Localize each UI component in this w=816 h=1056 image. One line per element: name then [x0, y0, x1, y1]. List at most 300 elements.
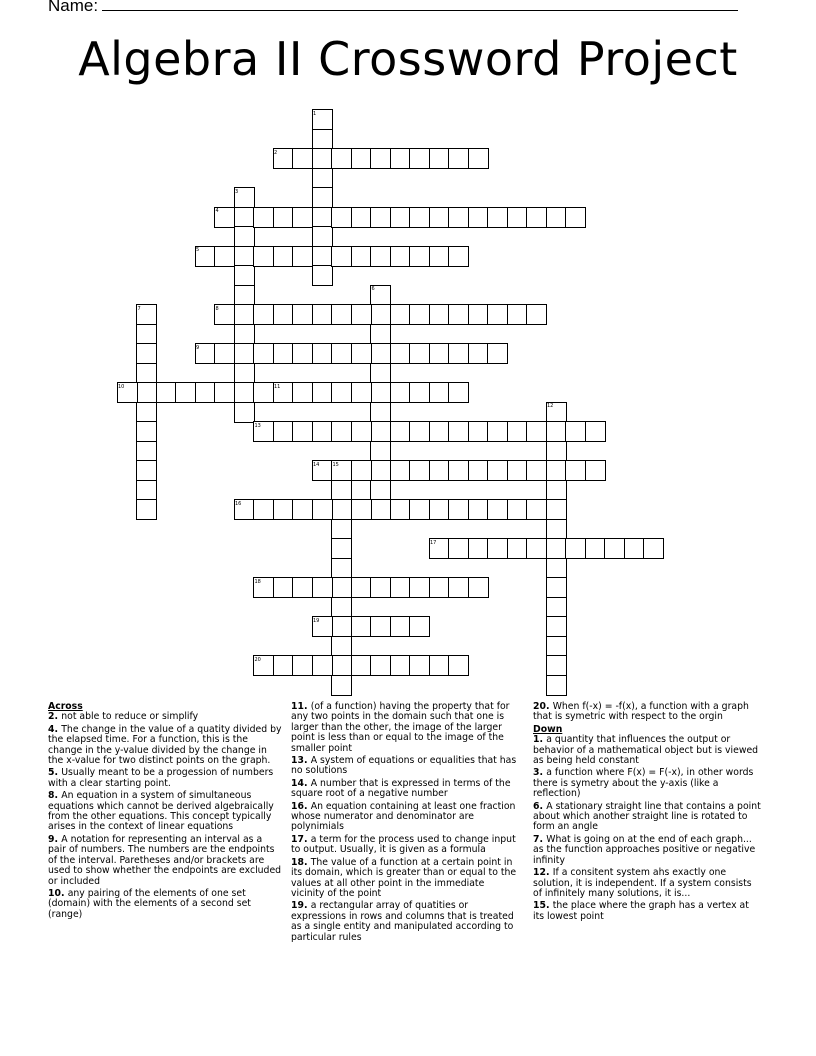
grid-cell[interactable]: [370, 577, 391, 598]
grid-cell[interactable]: [370, 148, 391, 169]
clue-number: 3.: [533, 767, 547, 779]
grid-cell[interactable]: [546, 577, 567, 598]
grid-cell[interactable]: [234, 226, 255, 247]
grid-cell[interactable]: [351, 655, 372, 676]
grid-cell[interactable]: [409, 460, 430, 481]
grid-cell[interactable]: [351, 499, 372, 520]
across-clue: [48, 725, 282, 767]
clue-number-label: 2: [274, 149, 278, 156]
grid-cell[interactable]: [429, 460, 450, 481]
grid-cell[interactable]: [546, 538, 567, 559]
grid-cell[interactable]: [331, 421, 352, 442]
grid-cell[interactable]: [331, 675, 352, 696]
clues-column-2: [291, 702, 520, 945]
grid-cell[interactable]: [468, 343, 489, 364]
grid-cell[interactable]: [312, 655, 333, 676]
clue-number-label: 20: [254, 656, 261, 663]
grid-cell[interactable]: [136, 363, 157, 384]
grid-cell[interactable]: [292, 499, 313, 520]
grid-cell[interactable]: [429, 343, 450, 364]
clue-number-label: 17: [430, 539, 437, 546]
grid-cell[interactable]: [546, 519, 567, 540]
grid-cell[interactable]: [487, 499, 508, 520]
grid-cell[interactable]: [253, 246, 274, 267]
grid-cell[interactable]: [136, 402, 157, 423]
grid-cell[interactable]: [409, 304, 430, 325]
grid-cell[interactable]: [468, 421, 489, 442]
grid-cell[interactable]: [351, 421, 372, 442]
down-clue: [533, 802, 762, 833]
grid-cell[interactable]: [487, 421, 508, 442]
clue-number: 12.: [533, 867, 553, 879]
clue-number: 11.: [291, 701, 311, 712]
clue-number: 4.: [48, 723, 62, 735]
grid-cell[interactable]: [390, 343, 411, 364]
clue-text: (of a function) having the property that for any two points in the domain such that one is larger than the other, the image of the larger point is less than or equal to the image of the smaller point: [291, 701, 510, 754]
grid-cell[interactable]: [546, 441, 567, 462]
clue-text: An equation in a system of simultaneous equations which cannot be derived algebraically from the other equations. This concept typically arises in the context of linear equations: [48, 790, 274, 833]
grid-cell[interactable]: [585, 421, 606, 442]
clue-text: An equation containing at least one fraction whose numerator and denominator are polynimials: [291, 800, 516, 833]
grid-cell[interactable]: [390, 577, 411, 598]
grid-cell[interactable]: [468, 460, 489, 481]
grid-cell[interactable]: [429, 655, 450, 676]
name-label: Name:: [48, 0, 99, 15]
grid-cell[interactable]: [390, 616, 411, 637]
grid-cell[interactable]: [312, 577, 333, 598]
grid-cell[interactable]: [409, 655, 430, 676]
grid-cell[interactable]: [331, 519, 352, 540]
grid-cell[interactable]: [331, 480, 352, 501]
grid-cell[interactable]: [292, 207, 313, 228]
grid-cell[interactable]: [468, 207, 489, 228]
grid-cell[interactable]: [370, 207, 391, 228]
grid-cell[interactable]: [273, 421, 294, 442]
grid-cell[interactable]: [487, 460, 508, 481]
clue-number-label: 15: [332, 461, 339, 468]
clue-number-label: 10: [118, 383, 125, 390]
clue-text: The change in the value of a quatity divided by the elapsed time. For a function, this is the change in the y-value divided by the change in the x-value for two distinct points on the graph.: [48, 723, 282, 767]
grid-cell[interactable]: [370, 480, 391, 501]
grid-cell[interactable]: [312, 168, 333, 189]
clue-number: 20.: [533, 701, 553, 712]
grid-cell[interactable]: [487, 304, 508, 325]
clue-text: A number that is expressed in terms of the square root of a negative number: [291, 777, 511, 800]
grid-cell[interactable]: [370, 421, 391, 442]
down-clue: [533, 735, 762, 766]
across-clue: [291, 702, 520, 754]
grid-cell[interactable]: [565, 460, 586, 481]
grid-cell[interactable]: [312, 499, 333, 520]
clue-number: 2.: [48, 711, 62, 723]
clue-number: 7.: [533, 833, 547, 845]
grid-cell[interactable]: [312, 226, 333, 247]
grid-cell[interactable]: [448, 460, 469, 481]
clue-number: 8.: [48, 790, 62, 802]
grid-cell[interactable]: [390, 499, 411, 520]
clue-text: When f(-x) = -f(x), a function with a graph that is symetric with respect to the orgin: [533, 701, 749, 723]
grid-cell[interactable]: [448, 304, 469, 325]
grid-cell[interactable]: [370, 616, 391, 637]
grid-cell[interactable]: [331, 382, 352, 403]
grid-cell[interactable]: [273, 343, 294, 364]
clue-text: What is going on at the end of each graph... as the function approaches positive or negative infinity: [533, 833, 756, 866]
clues-column-3: [533, 702, 762, 924]
grid-cell[interactable]: [448, 655, 469, 676]
grid-cell[interactable]: [487, 343, 508, 364]
across-clue: [291, 802, 520, 833]
grid-cell[interactable]: [312, 265, 333, 286]
grid-cell[interactable]: [234, 363, 255, 384]
grid-cell[interactable]: [292, 304, 313, 325]
grid-cell[interactable]: [234, 246, 255, 267]
grid-cell[interactable]: [331, 343, 352, 364]
grid-cell[interactable]: [585, 538, 606, 559]
grid-cell[interactable]: [312, 207, 333, 228]
grid-cell[interactable]: [546, 616, 567, 637]
down-heading: Down: [533, 723, 563, 735]
grid-cell[interactable]: [546, 421, 567, 442]
grid-cell[interactable]: [409, 616, 430, 637]
clue-number: 1.: [533, 734, 547, 746]
grid-cell[interactable]: [331, 655, 352, 676]
across-clue: [48, 768, 282, 789]
grid-cell[interactable]: [234, 207, 255, 228]
grid-cell[interactable]: [351, 304, 372, 325]
clue-number-label: 8: [215, 305, 219, 312]
grid-cell[interactable]: [409, 382, 430, 403]
clue-text: A notation for representing an interval as a pair of numbers. The numbers are the endpoints of the interval. Paretheses and/or brackets are used to show whether the endpoints are excluded or included: [48, 833, 282, 887]
clue-number-label: 7: [137, 305, 141, 312]
clue-text: If a consitent system ahs exactly one solution, it is independent. If a system consists of infinitely many solutions, it is...: [533, 867, 752, 899]
clue-number: 15.: [533, 900, 553, 912]
grid-cell[interactable]: [409, 577, 430, 598]
grid-cell[interactable]: [604, 538, 625, 559]
grid-cell[interactable]: [312, 246, 333, 267]
clue-number-label: 12: [547, 403, 554, 409]
grid-cell[interactable]: [546, 499, 567, 520]
clue-number-label: 18: [254, 578, 261, 585]
grid-cell[interactable]: [253, 382, 274, 403]
page-title: Algebra II Crossword Project: [78, 32, 738, 86]
grid-cell[interactable]: [234, 304, 255, 325]
grid-cell[interactable]: [507, 207, 528, 228]
grid-cell[interactable]: [312, 382, 333, 403]
across-heading: Across: [48, 701, 83, 712]
clue-number-label: 9: [196, 344, 200, 351]
grid-cell[interactable]: [370, 304, 391, 325]
grid-cell[interactable]: [526, 421, 547, 442]
grid-cell[interactable]: [526, 207, 547, 228]
grid-cell[interactable]: [507, 538, 528, 559]
grid-cell[interactable]: [448, 577, 469, 598]
grid-cell[interactable]: [253, 343, 274, 364]
grid-cell[interactable]: [312, 421, 333, 442]
grid-cell[interactable]: [448, 207, 469, 228]
grid-cell[interactable]: [429, 421, 450, 442]
grid-cell[interactable]: [390, 655, 411, 676]
grid-cell[interactable]: [312, 187, 333, 208]
grid-cell[interactable]: [468, 499, 489, 520]
clues-column-1: [48, 702, 282, 922]
grid-cell[interactable]: [643, 538, 664, 559]
grid-cell[interactable]: [390, 148, 411, 169]
clue-text: a function where F(x) = F(-x), in other words there is symetry about the y-axis (like a reflection): [533, 767, 754, 800]
grid-cell[interactable]: [175, 382, 196, 403]
grid-cell[interactable]: [273, 577, 294, 598]
grid-cell[interactable]: [487, 538, 508, 559]
grid-cell[interactable]: [468, 577, 489, 598]
grid-cell[interactable]: [624, 538, 645, 559]
grid-cell[interactable]: [565, 207, 586, 228]
grid-cell[interactable]: [370, 499, 391, 520]
down-clue: [533, 868, 762, 899]
grid-cell[interactable]: [331, 538, 352, 559]
clue-number-label: 13: [254, 422, 261, 429]
grid-cell[interactable]: [136, 441, 157, 462]
grid-cell[interactable]: [429, 577, 450, 598]
across-clue: [48, 712, 282, 722]
grid-cell[interactable]: [546, 597, 567, 618]
grid-cell[interactable]: [507, 304, 528, 325]
across-clue: [291, 858, 520, 900]
grid-cell[interactable]: [234, 265, 255, 286]
grid-cell[interactable]: [390, 207, 411, 228]
clue-number: 13.: [291, 755, 311, 767]
grid-cell[interactable]: [214, 382, 235, 403]
grid-cell[interactable]: [312, 148, 333, 169]
grid-cell[interactable]: [370, 382, 391, 403]
across-clue: [48, 889, 282, 920]
clue-number: 9.: [48, 833, 62, 845]
grid-cell[interactable]: [565, 421, 586, 442]
grid-cell[interactable]: [136, 480, 157, 501]
grid-cell[interactable]: [546, 558, 567, 579]
grid-cell[interactable]: [351, 148, 372, 169]
grid-cell[interactable]: [429, 148, 450, 169]
grid-cell[interactable]: [136, 460, 157, 481]
grid-cell[interactable]: [234, 285, 255, 306]
grid-cell[interactable]: [292, 577, 313, 598]
grid-cell[interactable]: [546, 636, 567, 657]
grid-cell[interactable]: [409, 148, 430, 169]
grid-cell[interactable]: [292, 655, 313, 676]
clue-text: the place where the graph has a vertex at its lowest point: [533, 900, 749, 922]
clue-number-label: 6: [371, 286, 375, 292]
clue-number-label: 14: [313, 461, 320, 468]
clue-number-label: 16: [235, 500, 242, 507]
grid-cell[interactable]: [136, 499, 157, 520]
grid-cell[interactable]: [273, 246, 294, 267]
grid-cell[interactable]: [370, 655, 391, 676]
grid-cell[interactable]: [448, 148, 469, 169]
grid-cell[interactable]: [448, 499, 469, 520]
grid-cell[interactable]: [292, 246, 313, 267]
down-clue: [533, 768, 762, 799]
clue-number: 18.: [291, 856, 311, 868]
grid-cell[interactable]: [429, 382, 450, 403]
grid-cell[interactable]: [526, 538, 547, 559]
grid-cell[interactable]: [429, 207, 450, 228]
grid-cell[interactable]: [409, 207, 430, 228]
clue-text: A stationary straight line that contains a point about which another straight line is rotated to form an angle: [533, 800, 761, 833]
grid-cell[interactable]: [273, 499, 294, 520]
grid-cell[interactable]: [351, 382, 372, 403]
grid-cell[interactable]: [448, 382, 469, 403]
across-clue: [291, 835, 520, 856]
grid-cell[interactable]: [507, 499, 528, 520]
grid-cell[interactable]: [448, 421, 469, 442]
grid-cell[interactable]: [156, 382, 177, 403]
clue-number-label: 3: [235, 188, 239, 195]
grid-cell[interactable]: [253, 499, 274, 520]
grid-cell[interactable]: [312, 343, 333, 364]
grid-cell[interactable]: [234, 343, 255, 364]
grid-cell[interactable]: [546, 675, 567, 696]
grid-cell[interactable]: [487, 207, 508, 228]
grid-cell[interactable]: [526, 499, 547, 520]
grid-cell[interactable]: [331, 246, 352, 267]
grid-cell[interactable]: [234, 382, 255, 403]
grid-cell[interactable]: [370, 402, 391, 423]
across-clue: [291, 756, 520, 777]
across-clue: [291, 779, 520, 800]
clue-number-label: 1: [313, 110, 317, 117]
grid-cell[interactable]: [546, 460, 567, 481]
grid-cell[interactable]: [214, 246, 235, 267]
grid-cell[interactable]: [409, 421, 430, 442]
grid-cell[interactable]: [565, 538, 586, 559]
grid-cell[interactable]: [292, 382, 313, 403]
clue-text: Usually meant to be a progession of numbers with a clear starting point.: [48, 767, 274, 789]
grid-cell[interactable]: [136, 324, 157, 345]
grid-cell[interactable]: [409, 246, 430, 267]
grid-cell[interactable]: [331, 207, 352, 228]
grid-cell[interactable]: [136, 421, 157, 442]
grid-cell[interactable]: [448, 246, 469, 267]
down-clue: [533, 835, 762, 866]
grid-cell[interactable]: [468, 148, 489, 169]
grid-cell[interactable]: [429, 246, 450, 267]
grid-cell[interactable]: [331, 597, 352, 618]
grid-cell[interactable]: [468, 538, 489, 559]
grid-cell[interactable]: [526, 304, 547, 325]
grid-cell[interactable]: [390, 382, 411, 403]
grid-cell[interactable]: [331, 148, 352, 169]
grid-cell[interactable]: [448, 538, 469, 559]
grid-cell[interactable]: [390, 421, 411, 442]
grid-cell[interactable]: [234, 324, 255, 345]
grid-cell[interactable]: [409, 499, 430, 520]
clue-number: 19.: [291, 900, 311, 912]
across-clue: [48, 791, 282, 833]
grid-cell[interactable]: [526, 460, 547, 481]
across-clue: [291, 901, 520, 943]
grid-cell[interactable]: [546, 655, 567, 676]
clue-number: 14.: [291, 777, 311, 789]
grid-cell[interactable]: [234, 402, 255, 423]
clue-text: The value of a function at a certain point in its domain, which is greater than or equal to the values at all other point in the immediate vicinity of the point: [291, 856, 517, 899]
grid-cell[interactable]: [409, 343, 430, 364]
grid-cell[interactable]: [253, 207, 274, 228]
clue-text: a rectangular array of quatities or expressions in rows and columns that is treated as a single entity and manipulated according to particular rules: [291, 900, 514, 943]
grid-cell[interactable]: [390, 304, 411, 325]
grid-cell[interactable]: [136, 343, 157, 364]
clue-number: 10.: [48, 887, 68, 899]
grid-cell[interactable]: [331, 558, 352, 579]
down-clue: [533, 901, 762, 922]
clue-number-label: 11: [274, 383, 281, 390]
grid-cell[interactable]: [370, 460, 391, 481]
grid-cell[interactable]: [370, 363, 391, 384]
clue-number-label: 4: [215, 208, 219, 214]
grid-cell[interactable]: [351, 460, 372, 481]
grid-cell[interactable]: [370, 324, 391, 345]
grid-cell[interactable]: [351, 616, 372, 637]
grid-cell[interactable]: [351, 343, 372, 364]
clue-text: not able to reduce or simplify: [61, 711, 199, 723]
grid-cell[interactable]: [195, 382, 216, 403]
grid-cell[interactable]: [546, 480, 567, 501]
grid-cell[interactable]: [331, 616, 352, 637]
grid-cell[interactable]: [351, 207, 372, 228]
clue-number: 17.: [291, 833, 311, 845]
across-clue: [48, 835, 282, 887]
clue-number: 16.: [291, 800, 311, 812]
clue-text: A system of equations or equalities that has no solutions: [291, 755, 517, 777]
grid-cell[interactable]: [351, 577, 372, 598]
grid-cell[interactable]: [351, 246, 372, 267]
grid-cell[interactable]: [390, 246, 411, 267]
clue-number-label: 19: [313, 617, 320, 624]
grid-cell[interactable]: [273, 207, 294, 228]
grid-cell[interactable]: [292, 421, 313, 442]
clue-number: 6.: [533, 800, 547, 812]
grid-cell[interactable]: [292, 148, 313, 169]
grid-cell[interactable]: [331, 636, 352, 657]
clue-number-label: 5: [196, 247, 200, 253]
grid-cell[interactable]: [507, 421, 528, 442]
grid-cell[interactable]: [370, 246, 391, 267]
grid-cell[interactable]: [370, 343, 391, 364]
grid-cell[interactable]: [429, 499, 450, 520]
grid-cell[interactable]: [273, 304, 294, 325]
grid-cell[interactable]: [312, 129, 333, 150]
grid-cell[interactable]: [331, 304, 352, 325]
across-clue: [533, 702, 762, 723]
grid-cell[interactable]: [468, 304, 489, 325]
grid-cell[interactable]: [390, 460, 411, 481]
grid-cell[interactable]: [448, 343, 469, 364]
grid-cell[interactable]: [214, 343, 235, 364]
grid-cell[interactable]: [585, 460, 606, 481]
grid-cell[interactable]: [312, 304, 333, 325]
grid-cell[interactable]: [292, 343, 313, 364]
grid-cell[interactable]: [370, 441, 391, 462]
grid-cell[interactable]: [331, 577, 352, 598]
clue-number: 5.: [48, 767, 62, 779]
grid-cell[interactable]: [507, 460, 528, 481]
grid-cell[interactable]: [429, 304, 450, 325]
grid-cell[interactable]: [273, 655, 294, 676]
grid-cell[interactable]: [331, 499, 352, 520]
clue-text: a term for the process used to change input to output. Usually, it is given as a formula: [291, 833, 516, 856]
grid-cell[interactable]: [136, 382, 157, 403]
clue-text: a quantity that influences the output or behavior of a mathematical object but is viewed as being held constant: [533, 734, 759, 767]
grid-cell[interactable]: [253, 304, 274, 325]
clue-text: any pairing of the elements of one set (domain) with the elements of a second set (range): [48, 887, 251, 920]
grid-cell[interactable]: [546, 207, 567, 228]
